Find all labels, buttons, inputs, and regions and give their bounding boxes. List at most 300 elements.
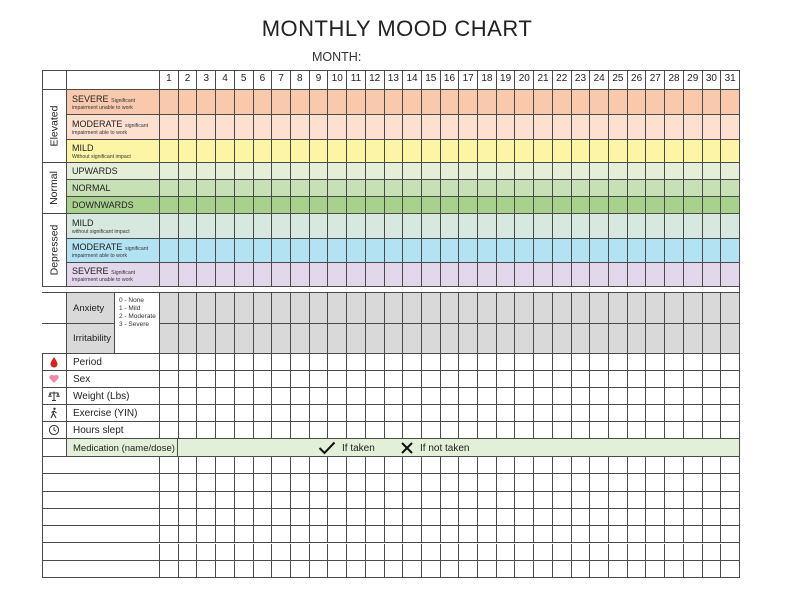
- mood-row-0-day-cell[interactable]: [310, 90, 329, 115]
- medication-row-0-day-cell[interactable]: [590, 457, 609, 474]
- mood-row-8-day-cell[interactable]: [646, 263, 665, 287]
- medication-row-6-day-cell[interactable]: [235, 561, 254, 578]
- tracking-row-4-day-cell[interactable]: [328, 422, 347, 439]
- mood-row-1-day-cell[interactable]: [272, 115, 291, 140]
- mood-row-2-day-cell[interactable]: [160, 140, 179, 163]
- symptom-row-0-day-cell[interactable]: [721, 293, 740, 324]
- mood-row-2-day-cell[interactable]: [403, 140, 422, 163]
- medication-row-0-day-cell[interactable]: [310, 457, 329, 474]
- mood-row-1-day-cell[interactable]: [646, 115, 665, 140]
- tracking-row-2-day-cell[interactable]: [441, 388, 460, 405]
- tracking-row-4-day-cell[interactable]: [572, 422, 591, 439]
- tracking-row-4-day-cell[interactable]: [310, 422, 329, 439]
- mood-row-8-day-cell[interactable]: [197, 263, 216, 287]
- mood-row-3-day-cell[interactable]: [684, 163, 703, 180]
- medication-row-0-day-cell[interactable]: [646, 457, 665, 474]
- tracking-row-3-day-cell[interactable]: [441, 405, 460, 422]
- medication-row-1-day-cell[interactable]: [216, 474, 235, 491]
- mood-row-1-day-cell[interactable]: [216, 115, 235, 140]
- medication-row-2-day-cell[interactable]: [590, 492, 609, 509]
- tracking-row-3-day-cell[interactable]: [160, 405, 179, 422]
- tracking-row-2-day-cell[interactable]: [515, 388, 534, 405]
- mood-row-8-day-cell[interactable]: [609, 263, 628, 287]
- mood-row-8-day-cell[interactable]: [515, 263, 534, 287]
- medication-row-6-day-cell[interactable]: [459, 561, 478, 578]
- medication-name-cell[interactable]: [42, 561, 160, 578]
- mood-row-7-day-cell[interactable]: [291, 239, 310, 263]
- mood-row-3-day-cell[interactable]: [609, 163, 628, 180]
- mood-row-7-day-cell[interactable]: [497, 239, 516, 263]
- mood-row-6-day-cell[interactable]: [328, 214, 347, 239]
- medication-row-5-day-cell[interactable]: [160, 544, 179, 561]
- medication-row-5-day-cell[interactable]: [628, 544, 647, 561]
- medication-row-0-day-cell[interactable]: [515, 457, 534, 474]
- tracking-row-0-day-cell[interactable]: [235, 354, 254, 371]
- medication-row-1-day-cell[interactable]: [459, 474, 478, 491]
- tracking-row-3-day-cell[interactable]: [235, 405, 254, 422]
- medication-name-cell[interactable]: [42, 526, 160, 543]
- medication-row-5-day-cell[interactable]: [665, 544, 684, 561]
- mood-row-1-day-cell[interactable]: [703, 115, 722, 140]
- medication-row-3-day-cell[interactable]: [515, 509, 534, 526]
- mood-row-6-day-cell[interactable]: [385, 214, 404, 239]
- mood-row-8-day-cell[interactable]: [422, 263, 441, 287]
- medication-row-3-day-cell[interactable]: [572, 509, 591, 526]
- medication-row-1-day-cell[interactable]: [366, 474, 385, 491]
- medication-row-2-day-cell[interactable]: [609, 492, 628, 509]
- mood-row-4-day-cell[interactable]: [497, 180, 516, 197]
- medication-row-5-day-cell[interactable]: [347, 544, 366, 561]
- medication-row-5-day-cell[interactable]: [197, 544, 216, 561]
- medication-row-3-day-cell[interactable]: [665, 509, 684, 526]
- tracking-row-4-day-cell[interactable]: [497, 422, 516, 439]
- mood-row-4-day-cell[interactable]: [553, 180, 572, 197]
- tracking-row-3-day-cell[interactable]: [721, 405, 740, 422]
- medication-row-3-day-cell[interactable]: [590, 509, 609, 526]
- mood-row-6-day-cell[interactable]: [310, 214, 329, 239]
- mood-row-6-day-cell[interactable]: [347, 214, 366, 239]
- mood-row-4-day-cell[interactable]: [328, 180, 347, 197]
- medication-row-2-day-cell[interactable]: [366, 492, 385, 509]
- tracking-row-2-day-cell[interactable]: [291, 388, 310, 405]
- medication-row-0-day-cell[interactable]: [254, 457, 273, 474]
- medication-row-5-day-cell[interactable]: [272, 544, 291, 561]
- symptom-row-1-day-cell[interactable]: [235, 324, 254, 354]
- tracking-row-3-day-cell[interactable]: [272, 405, 291, 422]
- medication-row-3-day-cell[interactable]: [160, 509, 179, 526]
- tracking-row-0-day-cell[interactable]: [216, 354, 235, 371]
- mood-row-0-day-cell[interactable]: [160, 90, 179, 115]
- medication-row-1-day-cell[interactable]: [235, 474, 254, 491]
- mood-row-1-day-cell[interactable]: [497, 115, 516, 140]
- medication-row-3-day-cell[interactable]: [553, 509, 572, 526]
- mood-row-7-day-cell[interactable]: [385, 239, 404, 263]
- mood-row-6-day-cell[interactable]: [197, 214, 216, 239]
- medication-row-0-day-cell[interactable]: [684, 457, 703, 474]
- tracking-row-2-day-cell[interactable]: [310, 388, 329, 405]
- medication-row-6-day-cell[interactable]: [179, 561, 198, 578]
- tracking-row-2-day-cell[interactable]: [609, 388, 628, 405]
- mood-row-6-day-cell[interactable]: [646, 214, 665, 239]
- symptom-row-0-day-cell[interactable]: [628, 293, 647, 324]
- tracking-row-4-day-cell[interactable]: [703, 422, 722, 439]
- mood-row-6-day-cell[interactable]: [497, 214, 516, 239]
- mood-row-7-day-cell[interactable]: [216, 239, 235, 263]
- mood-row-3-day-cell[interactable]: [403, 163, 422, 180]
- tracking-row-3-day-cell[interactable]: [646, 405, 665, 422]
- mood-row-8-day-cell[interactable]: [235, 263, 254, 287]
- tracking-row-3-day-cell[interactable]: [197, 405, 216, 422]
- mood-row-8-day-cell[interactable]: [721, 263, 740, 287]
- mood-row-2-day-cell[interactable]: [703, 140, 722, 163]
- medication-row-5-day-cell[interactable]: [328, 544, 347, 561]
- symptom-row-1-day-cell[interactable]: [628, 324, 647, 354]
- tracking-row-3-day-cell[interactable]: [534, 405, 553, 422]
- medication-row-2-day-cell[interactable]: [347, 492, 366, 509]
- tracking-row-2-day-cell[interactable]: [684, 388, 703, 405]
- tracking-row-2-day-cell[interactable]: [703, 388, 722, 405]
- mood-row-1-day-cell[interactable]: [441, 115, 460, 140]
- symptom-row-1-day-cell[interactable]: [534, 324, 553, 354]
- symptom-row-1-day-cell[interactable]: [385, 324, 404, 354]
- medication-row-1-day-cell[interactable]: [497, 474, 516, 491]
- medication-row-4-day-cell[interactable]: [291, 526, 310, 543]
- symptom-row-0-day-cell[interactable]: [216, 293, 235, 324]
- mood-row-5-day-cell[interactable]: [197, 197, 216, 214]
- tracking-row-1-day-cell[interactable]: [459, 371, 478, 388]
- tracking-row-3-day-cell[interactable]: [572, 405, 591, 422]
- medication-row-6-day-cell[interactable]: [403, 561, 422, 578]
- tracking-row-4-day-cell[interactable]: [366, 422, 385, 439]
- medication-row-0-day-cell[interactable]: [553, 457, 572, 474]
- medication-row-1-day-cell[interactable]: [291, 474, 310, 491]
- mood-row-6-day-cell[interactable]: [254, 214, 273, 239]
- tracking-row-0-day-cell[interactable]: [497, 354, 516, 371]
- mood-row-0-day-cell[interactable]: [272, 90, 291, 115]
- tracking-row-2-day-cell[interactable]: [478, 388, 497, 405]
- mood-row-1-day-cell[interactable]: [534, 115, 553, 140]
- medication-row-3-day-cell[interactable]: [254, 509, 273, 526]
- symptom-row-1-day-cell[interactable]: [665, 324, 684, 354]
- symptom-row-0-day-cell[interactable]: [478, 293, 497, 324]
- medication-row-6-day-cell[interactable]: [385, 561, 404, 578]
- mood-row-3-day-cell[interactable]: [534, 163, 553, 180]
- mood-row-4-day-cell[interactable]: [422, 180, 441, 197]
- medication-row-0-day-cell[interactable]: [403, 457, 422, 474]
- mood-row-6-day-cell[interactable]: [609, 214, 628, 239]
- symptom-row-0-day-cell[interactable]: [422, 293, 441, 324]
- mood-row-5-day-cell[interactable]: [646, 197, 665, 214]
- symptom-row-1-day-cell[interactable]: [572, 324, 591, 354]
- symptom-row-1-day-cell[interactable]: [197, 324, 216, 354]
- mood-row-7-day-cell[interactable]: [590, 239, 609, 263]
- symptom-row-1-day-cell[interactable]: [515, 324, 534, 354]
- medication-row-4-day-cell[interactable]: [497, 526, 516, 543]
- mood-row-6-day-cell[interactable]: [590, 214, 609, 239]
- medication-row-1-day-cell[interactable]: [721, 474, 740, 491]
- medication-row-2-day-cell[interactable]: [459, 492, 478, 509]
- tracking-row-4-day-cell[interactable]: [160, 422, 179, 439]
- medication-row-0-day-cell[interactable]: [347, 457, 366, 474]
- mood-row-6-day-cell[interactable]: [441, 214, 460, 239]
- medication-row-2-day-cell[interactable]: [403, 492, 422, 509]
- mood-row-5-day-cell[interactable]: [534, 197, 553, 214]
- mood-row-3-day-cell[interactable]: [497, 163, 516, 180]
- mood-row-6-day-cell[interactable]: [628, 214, 647, 239]
- tracking-row-0-day-cell[interactable]: [572, 354, 591, 371]
- mood-row-8-day-cell[interactable]: [628, 263, 647, 287]
- medication-row-5-day-cell[interactable]: [254, 544, 273, 561]
- tracking-row-3-day-cell[interactable]: [684, 405, 703, 422]
- tracking-row-2-day-cell[interactable]: [422, 388, 441, 405]
- medication-row-4-day-cell[interactable]: [272, 526, 291, 543]
- mood-row-5-day-cell[interactable]: [235, 197, 254, 214]
- medication-row-2-day-cell[interactable]: [628, 492, 647, 509]
- medication-row-2-day-cell[interactable]: [216, 492, 235, 509]
- mood-row-7-day-cell[interactable]: [534, 239, 553, 263]
- symptom-row-0-day-cell[interactable]: [347, 293, 366, 324]
- mood-row-7-day-cell[interactable]: [628, 239, 647, 263]
- mood-row-0-day-cell[interactable]: [403, 90, 422, 115]
- medication-row-6-day-cell[interactable]: [347, 561, 366, 578]
- mood-row-4-day-cell[interactable]: [179, 180, 198, 197]
- mood-row-7-day-cell[interactable]: [459, 239, 478, 263]
- medication-row-5-day-cell[interactable]: [534, 544, 553, 561]
- mood-row-1-day-cell[interactable]: [572, 115, 591, 140]
- symptom-row-0-day-cell[interactable]: [272, 293, 291, 324]
- medication-name-cell[interactable]: [42, 544, 160, 561]
- tracking-row-2-day-cell[interactable]: [497, 388, 516, 405]
- medication-row-4-day-cell[interactable]: [310, 526, 329, 543]
- mood-row-7-day-cell[interactable]: [160, 239, 179, 263]
- mood-row-0-day-cell[interactable]: [703, 90, 722, 115]
- medication-row-5-day-cell[interactable]: [721, 544, 740, 561]
- tracking-row-4-day-cell[interactable]: [272, 422, 291, 439]
- medication-name-cell[interactable]: [42, 474, 160, 491]
- mood-row-8-day-cell[interactable]: [216, 263, 235, 287]
- medication-row-6-day-cell[interactable]: [684, 561, 703, 578]
- mood-row-0-day-cell[interactable]: [721, 90, 740, 115]
- medication-row-4-day-cell[interactable]: [684, 526, 703, 543]
- tracking-row-0-day-cell[interactable]: [422, 354, 441, 371]
- medication-row-1-day-cell[interactable]: [254, 474, 273, 491]
- medication-row-5-day-cell[interactable]: [646, 544, 665, 561]
- medication-row-4-day-cell[interactable]: [721, 526, 740, 543]
- mood-row-5-day-cell[interactable]: [422, 197, 441, 214]
- tracking-row-0-day-cell[interactable]: [347, 354, 366, 371]
- medication-row-1-day-cell[interactable]: [703, 474, 722, 491]
- mood-row-5-day-cell[interactable]: [590, 197, 609, 214]
- medication-row-0-day-cell[interactable]: [235, 457, 254, 474]
- tracking-row-0-day-cell[interactable]: [310, 354, 329, 371]
- tracking-row-3-day-cell[interactable]: [328, 405, 347, 422]
- tracking-row-3-day-cell[interactable]: [665, 405, 684, 422]
- tracking-row-0-day-cell[interactable]: [441, 354, 460, 371]
- mood-row-6-day-cell[interactable]: [515, 214, 534, 239]
- medication-row-1-day-cell[interactable]: [441, 474, 460, 491]
- symptom-row-1-day-cell[interactable]: [684, 324, 703, 354]
- tracking-row-0-day-cell[interactable]: [291, 354, 310, 371]
- medication-row-3-day-cell[interactable]: [478, 509, 497, 526]
- tracking-row-3-day-cell[interactable]: [179, 405, 198, 422]
- mood-row-4-day-cell[interactable]: [572, 180, 591, 197]
- tracking-row-3-day-cell[interactable]: [347, 405, 366, 422]
- medication-row-3-day-cell[interactable]: [310, 509, 329, 526]
- tracking-row-2-day-cell[interactable]: [160, 388, 179, 405]
- mood-row-8-day-cell[interactable]: [478, 263, 497, 287]
- tracking-row-2-day-cell[interactable]: [721, 388, 740, 405]
- mood-row-8-day-cell[interactable]: [347, 263, 366, 287]
- mood-row-6-day-cell[interactable]: [684, 214, 703, 239]
- tracking-row-4-day-cell[interactable]: [422, 422, 441, 439]
- mood-row-8-day-cell[interactable]: [272, 263, 291, 287]
- medication-row-4-day-cell[interactable]: [347, 526, 366, 543]
- symptom-row-1-day-cell[interactable]: [609, 324, 628, 354]
- mood-row-8-day-cell[interactable]: [441, 263, 460, 287]
- mood-row-4-day-cell[interactable]: [347, 180, 366, 197]
- medication-row-2-day-cell[interactable]: [684, 492, 703, 509]
- medication-name-cell[interactable]: [42, 509, 160, 526]
- mood-row-4-day-cell[interactable]: [291, 180, 310, 197]
- mood-row-3-day-cell[interactable]: [235, 163, 254, 180]
- tracking-row-3-day-cell[interactable]: [366, 405, 385, 422]
- medication-row-6-day-cell[interactable]: [628, 561, 647, 578]
- mood-row-2-day-cell[interactable]: [590, 140, 609, 163]
- symptom-row-0-day-cell[interactable]: [160, 293, 179, 324]
- mood-row-4-day-cell[interactable]: [366, 180, 385, 197]
- tracking-row-4-day-cell[interactable]: [609, 422, 628, 439]
- tracking-row-4-day-cell[interactable]: [684, 422, 703, 439]
- tracking-row-0-day-cell[interactable]: [553, 354, 572, 371]
- tracking-row-2-day-cell[interactable]: [628, 388, 647, 405]
- medication-row-6-day-cell[interactable]: [590, 561, 609, 578]
- tracking-row-3-day-cell[interactable]: [478, 405, 497, 422]
- medication-row-3-day-cell[interactable]: [441, 509, 460, 526]
- mood-row-7-day-cell[interactable]: [366, 239, 385, 263]
- medication-row-0-day-cell[interactable]: [441, 457, 460, 474]
- mood-row-7-day-cell[interactable]: [721, 239, 740, 263]
- tracking-row-1-day-cell[interactable]: [572, 371, 591, 388]
- symptom-row-0-day-cell[interactable]: [328, 293, 347, 324]
- mood-row-0-day-cell[interactable]: [684, 90, 703, 115]
- symptom-row-0-day-cell[interactable]: [515, 293, 534, 324]
- mood-row-2-day-cell[interactable]: [272, 140, 291, 163]
- medication-row-1-day-cell[interactable]: [609, 474, 628, 491]
- mood-row-2-day-cell[interactable]: [572, 140, 591, 163]
- mood-row-6-day-cell[interactable]: [272, 214, 291, 239]
- medication-row-1-day-cell[interactable]: [665, 474, 684, 491]
- symptom-row-0-day-cell[interactable]: [366, 293, 385, 324]
- symptom-row-0-day-cell[interactable]: [665, 293, 684, 324]
- medication-row-0-day-cell[interactable]: [665, 457, 684, 474]
- mood-row-1-day-cell[interactable]: [347, 115, 366, 140]
- tracking-row-0-day-cell[interactable]: [609, 354, 628, 371]
- medication-row-3-day-cell[interactable]: [684, 509, 703, 526]
- mood-row-6-day-cell[interactable]: [553, 214, 572, 239]
- mood-row-2-day-cell[interactable]: [197, 140, 216, 163]
- medication-row-5-day-cell[interactable]: [515, 544, 534, 561]
- mood-row-2-day-cell[interactable]: [665, 140, 684, 163]
- medication-row-3-day-cell[interactable]: [422, 509, 441, 526]
- mood-row-3-day-cell[interactable]: [628, 163, 647, 180]
- mood-row-3-day-cell[interactable]: [703, 163, 722, 180]
- mood-row-1-day-cell[interactable]: [478, 115, 497, 140]
- tracking-row-3-day-cell[interactable]: [422, 405, 441, 422]
- mood-row-0-day-cell[interactable]: [385, 90, 404, 115]
- symptom-row-0-day-cell[interactable]: [403, 293, 422, 324]
- tracking-row-3-day-cell[interactable]: [310, 405, 329, 422]
- mood-row-4-day-cell[interactable]: [590, 180, 609, 197]
- medication-row-3-day-cell[interactable]: [179, 509, 198, 526]
- medication-row-1-day-cell[interactable]: [422, 474, 441, 491]
- medication-row-1-day-cell[interactable]: [403, 474, 422, 491]
- mood-row-4-day-cell[interactable]: [235, 180, 254, 197]
- medication-row-3-day-cell[interactable]: [197, 509, 216, 526]
- medication-row-3-day-cell[interactable]: [328, 509, 347, 526]
- medication-row-4-day-cell[interactable]: [590, 526, 609, 543]
- medication-row-4-day-cell[interactable]: [197, 526, 216, 543]
- mood-row-3-day-cell[interactable]: [665, 163, 684, 180]
- mood-row-7-day-cell[interactable]: [403, 239, 422, 263]
- mood-row-4-day-cell[interactable]: [197, 180, 216, 197]
- mood-row-8-day-cell[interactable]: [703, 263, 722, 287]
- medication-row-6-day-cell[interactable]: [553, 561, 572, 578]
- tracking-row-4-day-cell[interactable]: [179, 422, 198, 439]
- medication-row-6-day-cell[interactable]: [515, 561, 534, 578]
- medication-row-0-day-cell[interactable]: [272, 457, 291, 474]
- mood-row-3-day-cell[interactable]: [441, 163, 460, 180]
- tracking-row-0-day-cell[interactable]: [515, 354, 534, 371]
- mood-row-1-day-cell[interactable]: [235, 115, 254, 140]
- medication-row-0-day-cell[interactable]: [328, 457, 347, 474]
- mood-row-5-day-cell[interactable]: [478, 197, 497, 214]
- mood-row-0-day-cell[interactable]: [646, 90, 665, 115]
- mood-row-4-day-cell[interactable]: [628, 180, 647, 197]
- mood-row-1-day-cell[interactable]: [385, 115, 404, 140]
- mood-row-6-day-cell[interactable]: [478, 214, 497, 239]
- mood-row-0-day-cell[interactable]: [628, 90, 647, 115]
- medication-row-2-day-cell[interactable]: [235, 492, 254, 509]
- tracking-row-4-day-cell[interactable]: [235, 422, 254, 439]
- tracking-row-0-day-cell[interactable]: [703, 354, 722, 371]
- medication-row-3-day-cell[interactable]: [403, 509, 422, 526]
- tracking-row-1-day-cell[interactable]: [403, 371, 422, 388]
- symptom-row-1-day-cell[interactable]: [366, 324, 385, 354]
- tracking-row-4-day-cell[interactable]: [441, 422, 460, 439]
- tracking-row-2-day-cell[interactable]: [366, 388, 385, 405]
- medication-row-2-day-cell[interactable]: [254, 492, 273, 509]
- medication-row-1-day-cell[interactable]: [385, 474, 404, 491]
- mood-row-7-day-cell[interactable]: [665, 239, 684, 263]
- symptom-row-1-day-cell[interactable]: [310, 324, 329, 354]
- medication-row-1-day-cell[interactable]: [310, 474, 329, 491]
- mood-row-4-day-cell[interactable]: [441, 180, 460, 197]
- mood-row-3-day-cell[interactable]: [422, 163, 441, 180]
- mood-row-7-day-cell[interactable]: [515, 239, 534, 263]
- medication-row-1-day-cell[interactable]: [515, 474, 534, 491]
- mood-row-0-day-cell[interactable]: [478, 90, 497, 115]
- symptom-row-0-day-cell[interactable]: [385, 293, 404, 324]
- medication-row-6-day-cell[interactable]: [478, 561, 497, 578]
- tracking-row-1-day-cell[interactable]: [385, 371, 404, 388]
- medication-row-5-day-cell[interactable]: [366, 544, 385, 561]
- tracking-row-2-day-cell[interactable]: [553, 388, 572, 405]
- mood-row-7-day-cell[interactable]: [347, 239, 366, 263]
- tracking-row-3-day-cell[interactable]: [609, 405, 628, 422]
- mood-row-2-day-cell[interactable]: [216, 140, 235, 163]
- tracking-row-2-day-cell[interactable]: [328, 388, 347, 405]
- mood-row-1-day-cell[interactable]: [160, 115, 179, 140]
